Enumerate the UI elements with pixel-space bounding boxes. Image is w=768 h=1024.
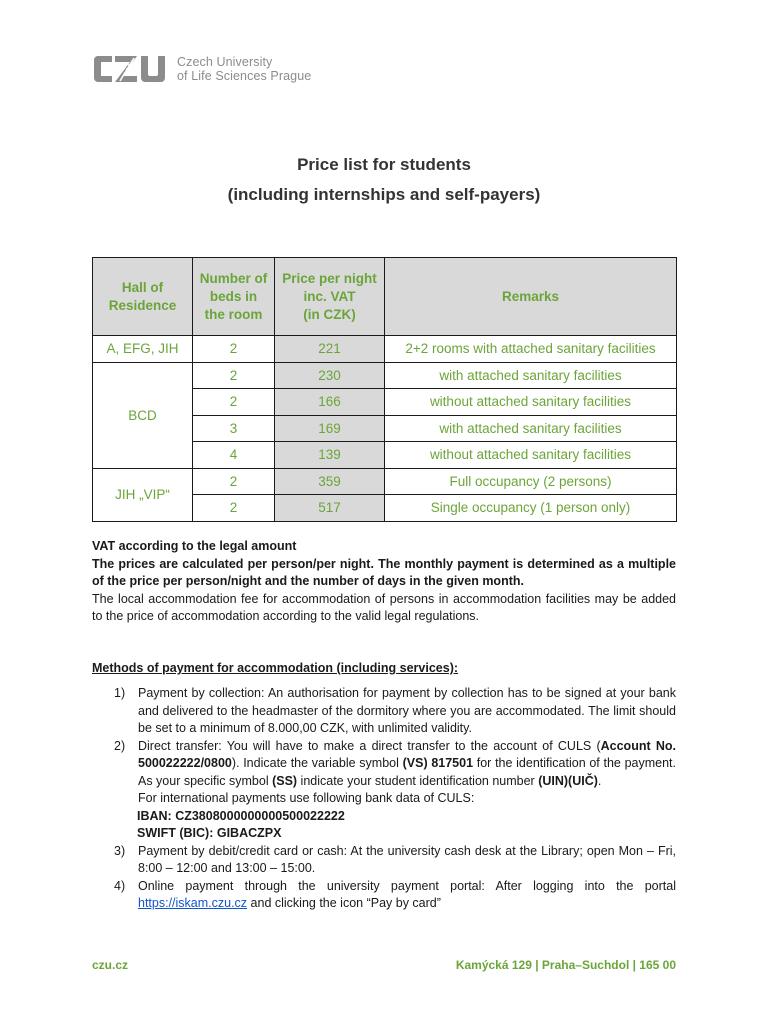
table-row <box>93 336 677 363</box>
payment-methods-heading: Methods of payment for accommodation (including services): <box>92 661 459 675</box>
price-table <box>92 257 677 522</box>
variable-symbol: (VS) 817501 <box>402 756 474 770</box>
cell-price: 359 <box>275 468 385 495</box>
list-item <box>92 878 676 913</box>
czu-logo-icon <box>90 50 168 88</box>
header-beds <box>193 258 275 336</box>
cell-remark: without attached sanitary facilities <box>385 442 677 469</box>
header-beds-line1: Number of <box>199 270 268 286</box>
vat-note: VAT according to the legal amount <box>92 539 297 553</box>
accommodation-fee-note: The local accommodation fee for accommodation of persons in accommodation facilities may be added to the price of accommodation according to the valid legal regulations. <box>92 591 676 623</box>
item-text <box>138 738 676 808</box>
item-text <box>138 878 676 913</box>
transfer-text-b: ). Indicate the variable symbol <box>231 756 403 770</box>
cell-beds: 3 <box>193 415 275 442</box>
cell-remark: Single occupancy (1 person only) <box>385 495 677 522</box>
table-row <box>93 362 677 389</box>
cell-beds: 2 <box>193 362 275 389</box>
page-title: Price list for students <box>297 155 471 174</box>
list-item <box>92 843 676 878</box>
calculation-note: The prices are calculated per person/per night. The monthly payment is determined as a multiple of the price per person/night and the number of days in the given month. <box>92 556 676 588</box>
header-price-line1: Price per night <box>282 270 377 286</box>
cell-hall: BCD <box>93 362 193 468</box>
cell-remark: with attached sanitary facilities <box>385 362 677 389</box>
cell-price: 517 <box>275 495 385 522</box>
international-payment-note: For international payments use following bank data of CULS: <box>138 791 475 805</box>
list-item <box>92 685 676 738</box>
header-hall-line2: Residence <box>108 297 177 313</box>
cell-beds: 4 <box>193 442 275 469</box>
cell-remark: Full occupancy (2 persons) <box>385 468 677 495</box>
account-number: Account No. 500022222/0800 <box>138 738 676 770</box>
header-hall-line1: Hall of <box>121 279 164 295</box>
cell-price: 139 <box>275 442 385 469</box>
item-text: Payment by collection: An authorisation for payment by collection has to be signed at your bank and delivered to the headmaster of the dormitory where you are accommodated. The limit should be set to a minimum of 8.000,00 CZK, with unlimited validity. <box>138 686 676 735</box>
iskam-portal-link[interactable]: https://iskam.czu.cz <box>138 896 248 910</box>
swift-code: SWIFT (BIC): GIBACZPX <box>137 826 282 840</box>
page-subtitle: (including internships and self-payers) <box>227 185 541 204</box>
cell-beds: 2 <box>193 336 275 363</box>
header-beds-line2: beds in <box>209 288 258 304</box>
header-beds-line3: the room <box>204 306 263 322</box>
university-logo <box>90 50 311 88</box>
cell-price: 221 <box>275 336 385 363</box>
transfer-text-d: indicate your student identification number <box>297 773 539 788</box>
header-price-line3: (in CZK) <box>303 306 356 322</box>
payment-methods-list <box>92 685 676 913</box>
transfer-text-e: . <box>597 773 602 788</box>
cell-remark: without attached sanitary facilities <box>385 389 677 416</box>
price-notes <box>92 538 676 626</box>
footer-address: Kamýcká 129 | Praha–Suchdol | 165 00 <box>455 958 676 972</box>
iban: IBAN: CZ3808000000000500022222 <box>137 808 345 823</box>
header-remarks: Remarks <box>385 258 677 336</box>
item-number: 3) <box>114 843 126 858</box>
cell-hall: JIH „VIP“ <box>93 468 193 521</box>
header-price <box>275 258 385 336</box>
logo-text <box>177 55 311 83</box>
specific-symbol: (SS) <box>272 773 298 788</box>
cell-beds: 2 <box>193 495 275 522</box>
student-id-label: (UIN)(UIČ) <box>538 773 598 788</box>
item-text: Payment by debit/credit card or cash: At the university cash desk at the Library; open Mon – Fri, 8:00 – 12:00 and 13:00 – 15:00. <box>138 843 676 875</box>
list-item <box>92 738 676 808</box>
portal-text-a: Online payment through the university payment portal: After logging into the portal <box>138 878 676 893</box>
item-number: 1) <box>114 686 126 700</box>
item-number: 4) <box>114 878 126 893</box>
item-number: 2) <box>114 738 126 753</box>
table-row <box>93 468 677 495</box>
header-price-line2: inc. VAT <box>303 288 356 304</box>
cell-price: 169 <box>275 415 385 442</box>
footer-website[interactable]: czu.cz <box>92 958 129 972</box>
portal-text-b: and clicking the icon “Pay by card” <box>247 896 441 910</box>
header-hall <box>93 258 193 336</box>
cell-remark: with attached sanitary facilities <box>385 415 677 442</box>
cell-price: 230 <box>275 362 385 389</box>
cell-price: 166 <box>275 389 385 416</box>
cell-beds: 2 <box>193 468 275 495</box>
logo-line-1: Czech University <box>177 55 273 69</box>
transfer-text-c: for the identification of the payment. As your specific symbol <box>138 756 677 788</box>
table-header-row <box>93 258 677 336</box>
transfer-text-a: Direct transfer: You will have to make a direct transfer to the account of CULS ( <box>138 738 601 753</box>
logo-line-2: of Life Sciences Prague <box>177 69 312 83</box>
cell-beds: 2 <box>193 389 275 416</box>
cell-remark: 2+2 rooms with attached sanitary facilities <box>385 336 677 363</box>
cell-hall: A, EFG, JIH <box>93 336 193 363</box>
